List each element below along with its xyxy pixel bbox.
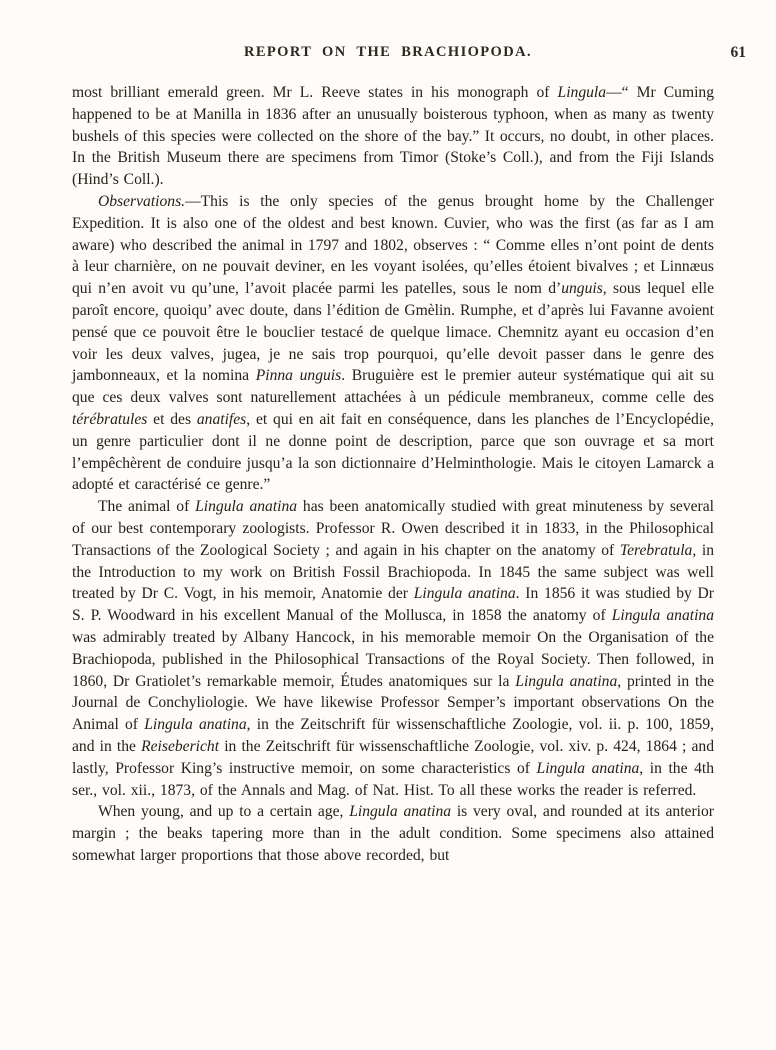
paragraph	[72, 496, 714, 801]
page-header	[0, 44, 776, 66]
text-run: —“ Mr Cuming happened to be at Manilla in 1836 after an unusually boisterous typhoon, when as many as twenty bushels of this species were collected on the shore of the bay.” It occurs, no doubt, in other places. In the British Museum there are specimens from Timor (Stoke’s Coll.), and from the Fiji Islands (Hind’s Coll.).	[72, 84, 714, 189]
text-run: , et qui en ait fait en conséquence, dans les planches de l’Encyclopédie, un genre particulier dont il ne donne point de description, parce que son ouvrage et sa mort l’empêchèrent de conduire jusqu’a la son dictionnaire d’Helminthologie. Mais le citoyen Lamarck a adopté et caractérisé ce genre.”	[72, 410, 714, 494]
text-run: When young, and up to a certain age,	[98, 803, 350, 821]
italic-text-run: térébratules	[72, 410, 148, 428]
running-title: REPORT ON THE BRACHIOPODA.	[243, 44, 533, 60]
italic-text-run: Lingula anatina	[349, 803, 452, 821]
text-run: , sous lequel elle paroît encore, quoiqu’ avec doute, dans l’édition de Gmèlin. Rumphe, et d’après lui Favanne avoient pensé que ce pouvoit être le bouclier testacé de quelque limace. Chemnitz ayant eu occasion d’en voir les deux valves, jugea, je ne sais trop pourquoi, qu’elle devoit passer dans le genre des jambonneaux, et la nomina	[72, 280, 714, 385]
text-run: , in the Introduction to my work on British Fossil Brachiopoda. In 1845 the same subject was well treated by Dr C. Vogt, in his memoir, Anatomie der	[72, 541, 715, 603]
italic-text-run: Lingula anatina	[515, 672, 618, 690]
italic-text-run: Lingula anatina	[413, 585, 516, 603]
text-run: was admirably treated by Albany Hancock, in his memorable memoir On the Organisation of the Brachiopoda, published in the Philosophical Transactions of the Royal Society. Then followed, in 1860, Dr Gratiolet’s remarkable memoir, Études anatomiques sur la	[72, 628, 714, 690]
paragraph	[72, 82, 714, 191]
italic-text-run: Lingula anatina	[611, 607, 714, 625]
paragraph	[72, 191, 714, 496]
italic-text-run: Lingula	[557, 84, 607, 101]
italic-text-run: Lingula anatina	[195, 498, 298, 516]
page-body	[72, 82, 714, 867]
text-run: et des	[147, 410, 197, 428]
text-run: . Bruguière est le premier auteur systématique qui ait su que ces deux valves sont naturellement attachées à un pédicule membraneux, comme celle des	[72, 367, 714, 407]
italic-text-run: Pinna unguis	[255, 367, 342, 385]
italic-text-run: Observations.	[98, 192, 186, 210]
text-run: The animal of	[98, 498, 196, 516]
text-run: —This is the only species of the genus brought home by the Challenger Expedition. It is also one of the oldest and best known. Cuvier, who was the first (as far as I am aware) who described the animal in 1797 and 1802, observes : “ Comme elles n’ont point de dents à leur charnière, on ne pouvait deviner, en les voyant isolées, qu’elles étoient bivalves ; et Linnæus qui n’en avoit vu qu’une, l’avoit placée parmi les patelles, sous le nom d’	[72, 192, 714, 298]
italic-text-run: Lingula anatina	[536, 759, 640, 777]
text-run: . In 1856 it was studied by Dr S. P. Woodward in his excellent Manual of the Mollusca, in 1858 the anatomy of	[72, 585, 714, 625]
text-run: is very oval, and rounded at its anterior margin ; the beaks tapering more than in the adult condition. Some specimens also attained somewhat larger proportions that those above recorded, but	[72, 803, 714, 864]
italic-text-run: anatifes	[196, 410, 247, 428]
page-number: 61	[730, 44, 746, 61]
italic-text-run: Terebratula	[619, 541, 693, 559]
italic-text-run: unguis	[561, 280, 603, 298]
text-run: , in the 4th ser., vol. xii., 1873, of the Annals and Mag. of Nat. Hist. To all these works the reader is referred.	[72, 759, 715, 799]
text-run: in the Zeitschrift für wissenschaftliche Zoologie, vol. xiv. p. 424, 1864 ; and lastly, Professor King’s instructive memoir, on some characteristics of	[72, 737, 714, 777]
text-run: has been anatomically studied with great minuteness by several of our best contemporary zoologists. Professor R. Owen described it in 1833, in the Philosophical Transactions of the Zoological Society ; and again in his chapter on the anatomy of	[72, 498, 714, 559]
text-run: , in the Zeitschrift für wissenschaftliche Zoologie, vol. ii. p. 100, 1859, and in the	[72, 716, 715, 755]
italic-text-run: Reisebericht	[141, 737, 220, 755]
text-run: , printed in the Journal de Conchyliologie. We have likewise Professor Semper’s important observations On the Animal of	[72, 672, 714, 734]
text-run: most brilliant emerald green. Mr L. Reeve states in his monograph of	[72, 84, 558, 101]
paragraph	[72, 801, 714, 866]
italic-text-run: Lingula anatina	[144, 716, 247, 734]
